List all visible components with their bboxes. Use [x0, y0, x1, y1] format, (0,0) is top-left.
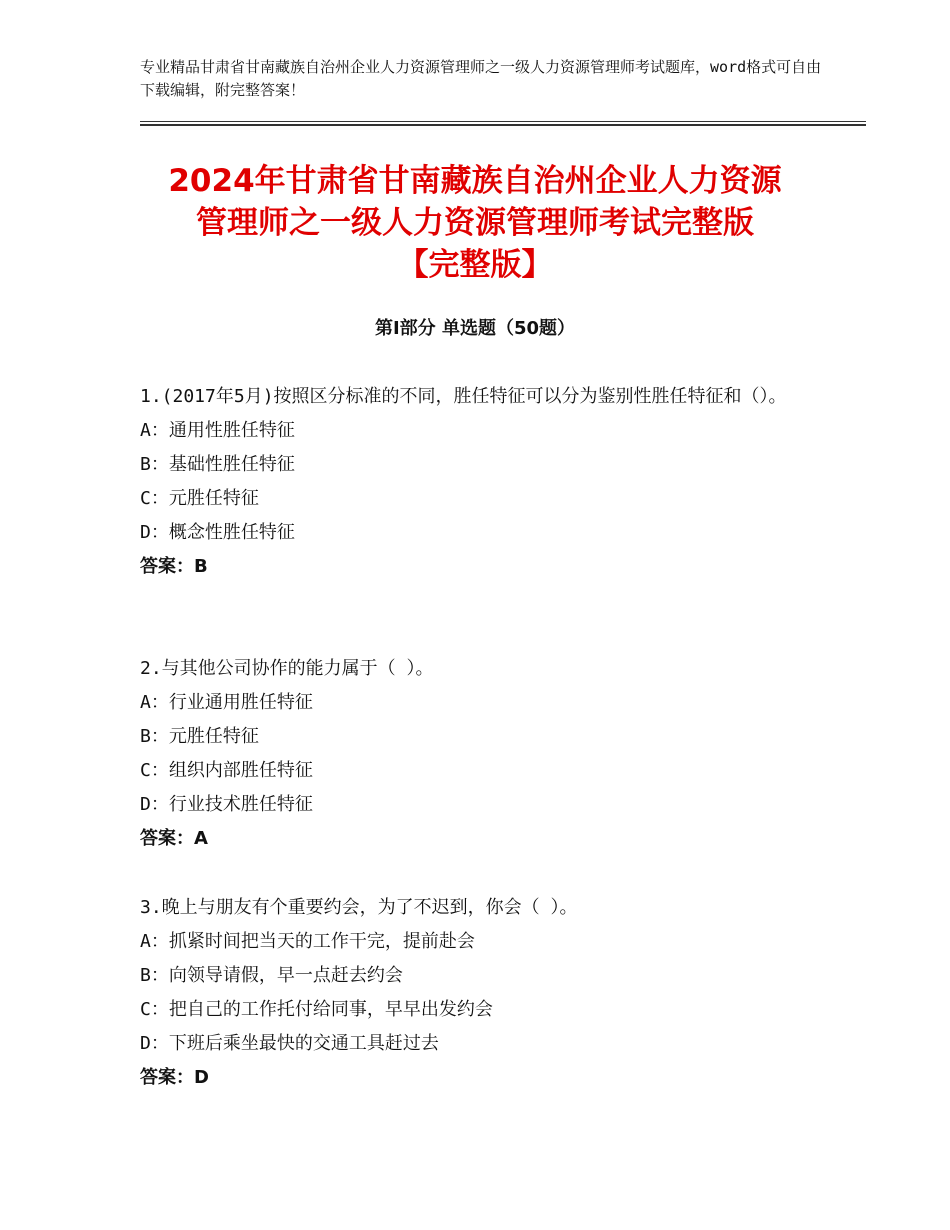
section-heading: 第Ⅰ部分 单选题（50题） — [374, 318, 575, 339]
option-d: D：概念性胜任特征 — [140, 522, 295, 543]
answer-value: D — [194, 1067, 209, 1088]
header-note: 专业精品甘肃省甘南藏族自治州企业人力资源管理师之一级人力资源管理师考试题库，word格式可自由下载编辑，附完整答案！ — [140, 58, 822, 99]
answer-label: 答案： — [140, 556, 194, 577]
question-stem: 2.与其他公司协作的能力属于（ ）。 — [140, 658, 434, 679]
option-a: A：通用性胜任特征 — [140, 420, 295, 441]
option-d: D：行业技术胜任特征 — [140, 794, 313, 815]
option-b: B：元胜任特征 — [140, 726, 259, 747]
answer-line — [140, 1061, 840, 1095]
answer-value: A — [194, 828, 208, 849]
option-b: B：向领导请假，早一点赶去约会 — [140, 965, 403, 986]
option-c: C：把自己的工作托付给同事，早早出发约会 — [140, 999, 493, 1020]
question-stem: 1.(2017年5月)按照区分标准的不同，胜任特征可以分为鉴别性胜任特征和（）。 — [140, 386, 787, 407]
option-c: C：组织内部胜任特征 — [140, 760, 313, 781]
answer-line — [140, 550, 840, 584]
option-a: A：抓紧时间把当天的工作干完，提前赴会 — [140, 931, 475, 952]
question-stem: 3.晚上与朋友有个重要约会，为了不迟到，你会（ ）。 — [140, 897, 578, 918]
question-2 — [140, 652, 840, 856]
title-line-1: 2024年甘肃省甘南藏族自治州企业人力资源 — [168, 163, 782, 199]
document-title — [100, 160, 850, 286]
option-c: C：元胜任特征 — [140, 488, 259, 509]
answer-label: 答案： — [140, 1067, 194, 1088]
option-b: B：基础性胜任特征 — [140, 454, 295, 475]
title-line-3: 【完整版】 — [397, 247, 553, 283]
question-1 — [140, 380, 840, 584]
option-d: D：下班后乘坐最快的交通工具赶过去 — [140, 1033, 439, 1054]
question-3 — [140, 891, 840, 1095]
header-divider-thin — [140, 121, 866, 122]
answer-label: 答案： — [140, 828, 194, 849]
title-line-2: 管理师之一级人力资源管理师考试完整版 — [196, 205, 754, 241]
answer-line — [140, 822, 840, 856]
header-divider-thick — [140, 124, 866, 126]
option-a: A：行业通用胜任特征 — [140, 692, 313, 713]
answer-value: B — [194, 556, 208, 577]
